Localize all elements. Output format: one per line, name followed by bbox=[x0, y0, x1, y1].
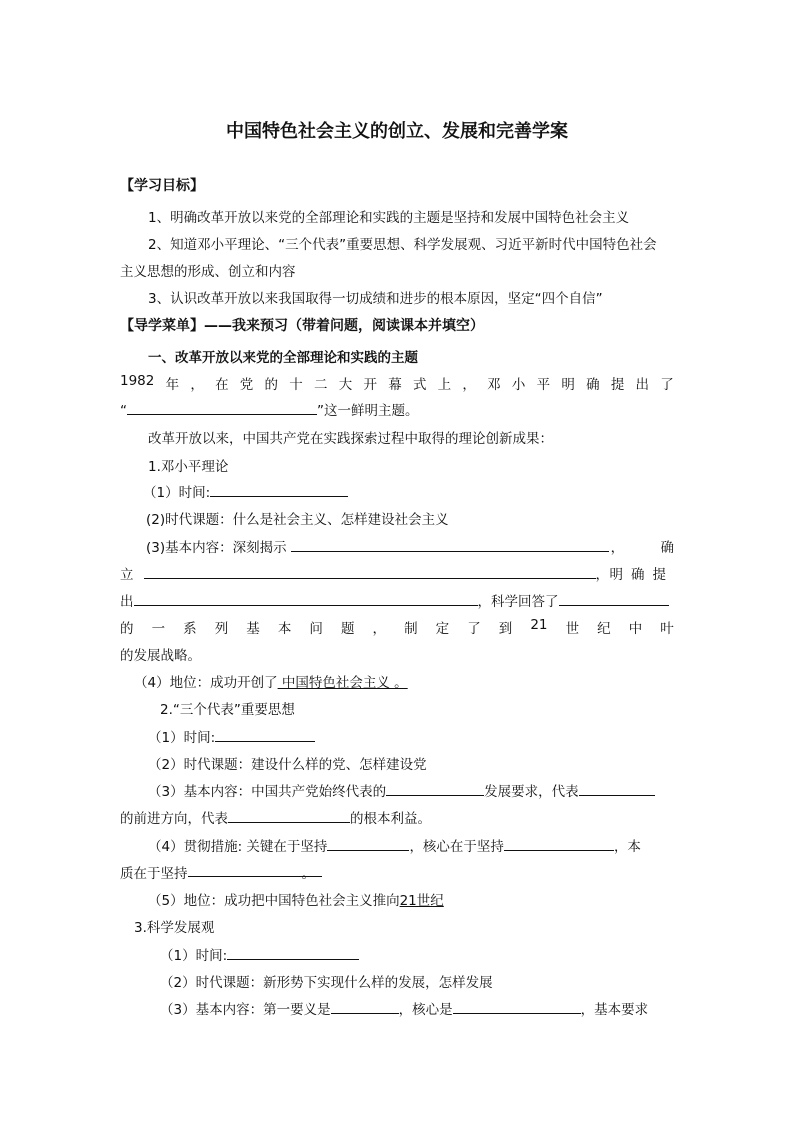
deng-content-blank-3[interactable] bbox=[134, 591, 478, 606]
three-measures-1: （4）贯彻措施: 关键在于坚持 ，核心在于坚持 ，本 bbox=[148, 835, 641, 855]
deng-content-1: (3)基本内容：深刻揭示 ， 确 bbox=[146, 536, 674, 556]
three-content-1: （3）基本内容：中国共产党始终代表的 发展要求，代表 bbox=[148, 780, 655, 800]
three-status: （5）地位：成功把中国特色社会主义推向21世纪 bbox=[148, 893, 444, 909]
three-measures-blank-2[interactable] bbox=[504, 836, 614, 851]
three-measures-2: 质在于坚持 。 bbox=[120, 862, 322, 882]
three-measures-blank-3[interactable]: 。 bbox=[188, 862, 322, 877]
three-content-blank-3[interactable] bbox=[228, 808, 350, 823]
objectives-heading: 【学习目标】 bbox=[120, 178, 204, 194]
deng-time-blank[interactable] bbox=[210, 482, 348, 497]
theme-blank[interactable] bbox=[127, 400, 317, 415]
science-content: （3）基本内容：第一要义是 ，核心是 ，基本要求 bbox=[160, 998, 648, 1018]
deng-time: （1）时间: bbox=[143, 481, 348, 501]
three-measures-blank-1[interactable] bbox=[327, 836, 409, 851]
deng-strategy: 的发展战略。 bbox=[120, 648, 201, 664]
guide-heading: 【导学菜单】——我来预习（带着问题，阅读课本并填空） bbox=[120, 318, 484, 334]
achievements-line: 改革开放以来，中国共产党在实践探索过程中取得的理论创新成果： bbox=[148, 431, 553, 447]
deng-topic: (2)时代课题：什么是社会主义、怎样建设社会主义 bbox=[146, 512, 449, 528]
line-1982: 1982 年 ， 在 党 的 十 二 大 开 幕 式 上 ， 邓 小 平 明 确 提 出 了 bbox=[120, 373, 674, 393]
science-content-blank-2[interactable] bbox=[453, 999, 581, 1014]
three-time-blank[interactable] bbox=[215, 727, 315, 742]
three-content-blank-2[interactable] bbox=[579, 781, 655, 796]
three-heading: 2.“三个代表”重要思想 bbox=[160, 702, 295, 718]
three-content-2: 的前进方向，代表 的根本利益。 bbox=[120, 807, 431, 827]
three-topic: （2）时代课题：建设什么样的党、怎样建设党 bbox=[148, 757, 427, 773]
objective-3: 3、认识改革开放以来我国取得一切成绩和进步的根本原因，坚定“四个自信” bbox=[148, 291, 603, 307]
section-1-heading: 一、改革开放以来党的全部理论和实践的主题 bbox=[148, 350, 418, 366]
three-time: （1）时间: bbox=[148, 726, 315, 746]
deng-status: （4）地位：成功开创了 中国特色社会主义 。 bbox=[134, 675, 408, 691]
deng-content-blank-2[interactable] bbox=[144, 564, 596, 579]
objective-2b: 主义思想的形成、创立和内容 bbox=[120, 264, 296, 280]
deng-content-blank-4[interactable] bbox=[559, 591, 669, 606]
science-heading: 3.科学发展观 bbox=[134, 920, 215, 936]
science-topic: （2）时代课题：新形势下实现什么样的发展，怎样发展 bbox=[160, 975, 493, 991]
deng-heading: 1.邓小平理论 bbox=[148, 459, 229, 475]
deng-content-3: 出 ，科学回答了 bbox=[120, 590, 669, 610]
objective-1: 1、明确改革开放以来党的全部理论和实践的主题是坚持和发展中国特色社会主义 bbox=[148, 210, 630, 226]
science-time-blank[interactable] bbox=[227, 945, 359, 960]
three-content-blank-1[interactable] bbox=[386, 781, 484, 796]
science-content-blank-1[interactable] bbox=[331, 999, 399, 1014]
objective-2a: 2、知道邓小平理论、“三个代表”重要思想、科学发展观、习近平新时代中国特色社会 bbox=[148, 237, 657, 253]
theme-line: “ ”这一鲜明主题。 bbox=[120, 399, 419, 419]
deng-content-blank-1[interactable] bbox=[291, 537, 609, 552]
science-time: （1）时间: bbox=[160, 944, 359, 964]
deng-content-2: 立 ， 明确提 bbox=[120, 563, 674, 583]
page-title: 中国特色社会主义的创立、发展和完善学案 bbox=[226, 121, 568, 142]
deng-content-4: 的 一 系 列 基 本 问 题 ， 制 定 了 到 21 世 纪 中 叶 bbox=[120, 617, 674, 637]
